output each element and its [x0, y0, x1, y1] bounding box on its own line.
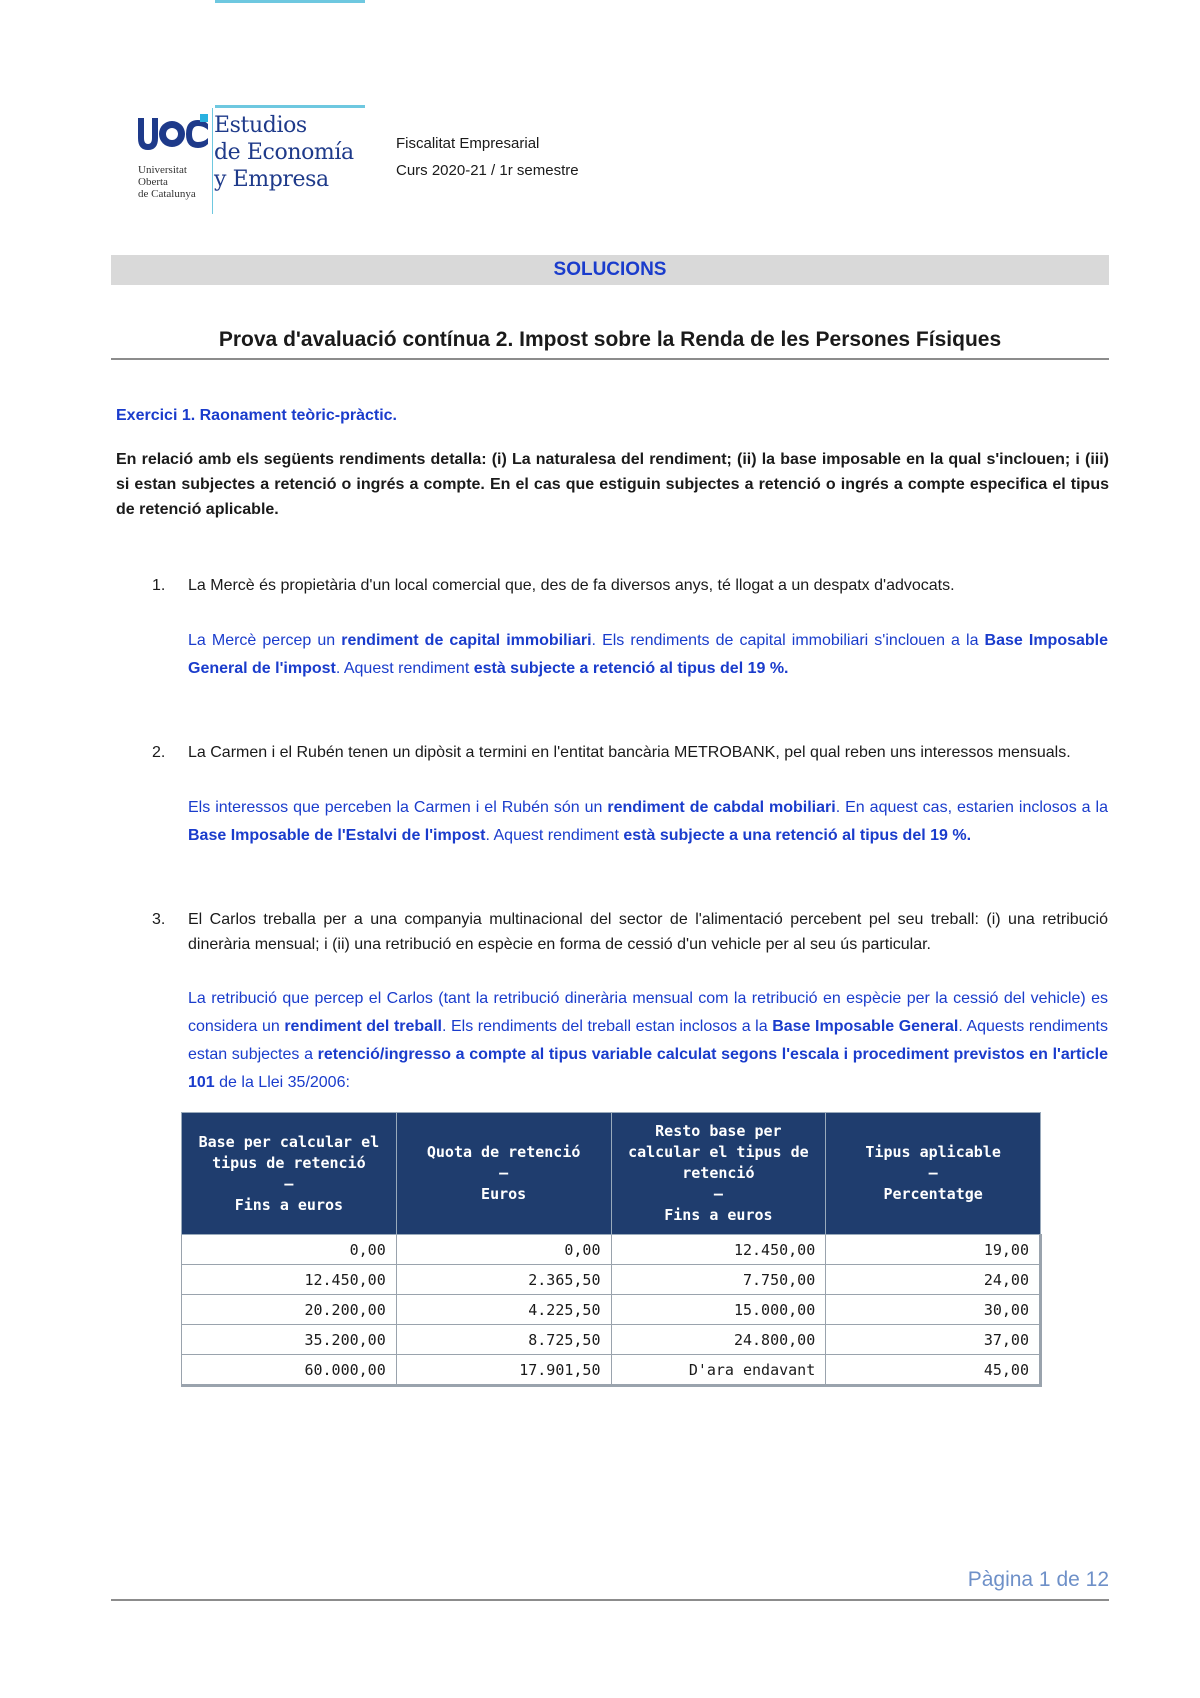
- table-cell: 0,00: [396, 1235, 611, 1265]
- item-answer: La Mercè percep un rendiment de capital immobiliari. Els rendiments de capital immobiliari s'inclouen a la Base Imposable General de l'impost. Aquest rendiment està subjecte a retenció al tipus del 19 %.: [188, 632, 1109, 677]
- table-cell: 17.901,50: [396, 1355, 611, 1386]
- column-header: Resto base per calcular el tipus de retenció – Fins a euros: [611, 1113, 826, 1235]
- table-cell: 7.750,00: [611, 1265, 826, 1295]
- table-cell: 35.200,00: [182, 1325, 397, 1355]
- table-cell: 8.725,50: [396, 1325, 611, 1355]
- page-number: Pàgina 1 de 12: [967, 1568, 1109, 1591]
- item-number: 3.: [152, 911, 166, 928]
- footer-divider: [111, 1599, 1109, 1601]
- table-cell: 60.000,00: [182, 1355, 397, 1386]
- retention-table: [181, 1112, 1042, 1387]
- table-cell: 24.800,00: [611, 1325, 826, 1355]
- table-row: [182, 1295, 1041, 1325]
- table-row: [182, 1265, 1041, 1295]
- table-row: [182, 1355, 1041, 1386]
- table-cell: 15.000,00: [611, 1295, 826, 1325]
- course-subject: Fiscalitat Empresarial: [396, 135, 540, 152]
- table-cell: 12.450,00: [182, 1265, 397, 1295]
- course-info: [396, 130, 579, 184]
- uoc-logo: [138, 108, 364, 216]
- item-question: El Carlos treballa per a una companyia multinacional del sector de l'alimentació percebent pel seu treball: (i) una retribució dinerària mensual; i (ii) una retribució en espècie en forma de cessió d'un vehicle per al seu ús particular.: [188, 911, 1108, 953]
- item-number: 2.: [152, 744, 166, 761]
- table-cell: 30,00: [826, 1295, 1041, 1325]
- logo-subtitle: Universitat Oberta de Catalunya: [138, 164, 196, 200]
- table-cell: 2.365,50: [396, 1265, 611, 1295]
- table-cell: 12.450,00: [611, 1235, 826, 1265]
- table-cell: 37,00: [826, 1325, 1041, 1355]
- logo-wordmark: Estudios de Economía y Empresa: [214, 113, 354, 192]
- item-question: La Carmen i el Rubén tenen un dipòsit a termini en l'entitat bancària METROBANK, pel qual reben uns interessos mensuals.: [188, 744, 1071, 761]
- solutions-label: SOLUCIONS: [553, 259, 667, 280]
- table-cell: 45,00: [826, 1355, 1041, 1386]
- column-header: Tipus aplicable – Percentatge: [826, 1113, 1041, 1235]
- item-question: La Mercè és propietària d'un local comercial que, des de fa diversos anys, té llogat a un despatx d'advocats.: [188, 577, 955, 594]
- table-cell: 24,00: [826, 1265, 1041, 1295]
- title-divider: [111, 358, 1109, 360]
- table-cell: 20.200,00: [182, 1295, 397, 1325]
- table-header-row: [182, 1113, 1041, 1235]
- course-term: Curs 2020-21 / 1r semestre: [396, 162, 579, 179]
- page-title: Prova d'avaluació contínua 2. Impost sobre la Renda de les Persones Físiques: [218, 328, 1002, 351]
- table-cell: 4.225,50: [396, 1295, 611, 1325]
- exercise-intro: En relació amb els següents rendiments detalla: (i) La naturalesa del rendiment; (ii) la base imposable en la qual s'inclouen; i (iii) si estan subjectes a retenció o ingrés a compte. En el cas que estiguin subjectes a retenció o ingrés a compte especifica el tipus de retenció aplicable.: [116, 451, 1109, 518]
- logo-accent-top: [215, 0, 365, 3]
- table-cell: 0,00: [182, 1235, 397, 1265]
- table-cell: D'ara endavant: [611, 1355, 826, 1386]
- table-row: [182, 1235, 1041, 1265]
- table-cell: 19,00: [826, 1235, 1041, 1265]
- logo-accent-bottom: [215, 105, 365, 108]
- table-row: [182, 1325, 1041, 1355]
- column-header: Base per calcular el tipus de retenció – Fins a euros: [182, 1113, 397, 1235]
- column-header: Quota de retenció – Euros: [396, 1113, 611, 1235]
- item-number: 1.: [152, 577, 166, 594]
- exercise-heading: Exercici 1. Raonament teòric-pràctic.: [116, 407, 397, 424]
- item-answer: La retribució que percep el Carlos (tant la retribució dinerària mensual com la retribució en espècie per la cessió del vehicle) es considera un rendiment del treball. Els rendiments del treball estan inclosos a la Base Imposable General. Aquests rendiments estan subjectes a retenció/ingresso a compte al tipus variable calculat segons l'escala i procediment previstos en l'article 101 de la Llei 35/2006:: [188, 990, 1109, 1091]
- solutions-banner: [111, 255, 1109, 285]
- item-answer: Els interessos que perceben la Carmen i el Rubén són un rendiment de cabdal mobiliari. En aquest cas, estarien inclosos a la Base Imposable de l'Estalvi de l'impost. Aquest rendiment està subjecte a una retenció al tipus del 19 %.: [188, 799, 1109, 844]
- uoc-mark-icon: [138, 112, 210, 168]
- logo-divider: [212, 108, 213, 214]
